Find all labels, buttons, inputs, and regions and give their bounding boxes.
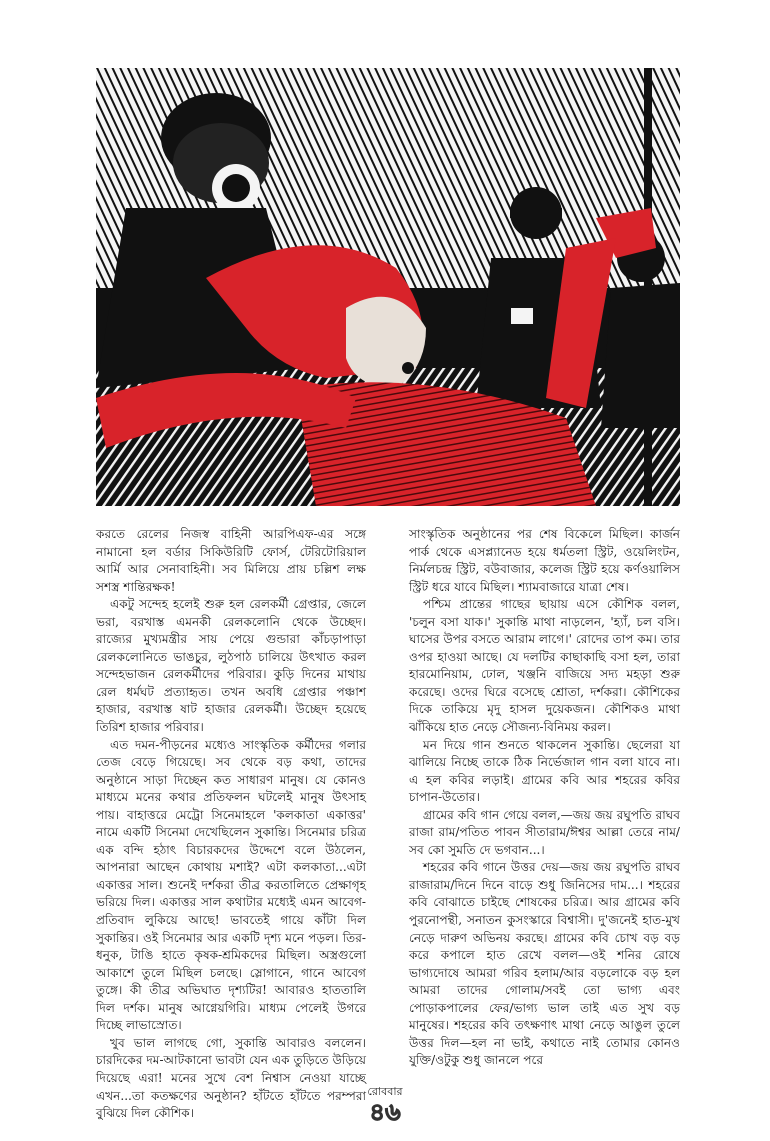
woodcut-protest-scene-image [96, 68, 680, 506]
magazine-name: রোববার [367, 1085, 403, 1098]
paragraph: এত দমন-পীড়নের মধ্যেও সাংস্কৃতিক কর্মীদের গলার তেজ বেড়ে গিয়েছে। সব থেকে বড় কথা, তাদের অনুষ্ঠানে সাড়া দিচ্ছেন কত সাধারণ মানুষ। যে কোনও মাধ্যমে মনের কথার প্রতিফলন ঘটলেই মানুষ উৎসাহ পায়। বাহাত্তরে মেট্রো সিনেমাহলে 'কলকাতা একাত্তর' নামে একটি সিনেমা দেখেছিলেন সুকান্তি। সিনেমার চরিত্র এক বন্দি হঠাৎ বিচারকদের উদ্দেশে বলে উঠলেন, আপনারা আছেন কোথায় মশাই? এটা কলকাতা...এটা একাত্তর সাল। শুনেই দর্শকরা তীব্র করতালিতে প্রেক্ষাগৃহ ভরিয়ে দিল। একাত্তর সাল কথাটার মধ্যেই এমন আবেগ-প্রতিবাদ লুকিয়ে আছে! ভাবতেই গায়ে কাঁটা দিল সুকান্তির। ওই সিনেমার আর একটি দৃশ্য মনে পড়ল। তির-ধনুক, টাঙি হাতে কৃষক-শ্রমিকদের মিছিল। অস্ত্রগুলো আকাশে তুলে মিছিল চলছে। স্লোগানে, গানে আবেগ তুঙ্গে। কী তীব্র অভিঘাত দৃশ্যটির! আবারও হাততালি দিল দর্শক। মানুষ আগ্নেয়গিরি। মাধ্যম পেলেই উগরে দিচ্ছে লাভাস্রোত। [96, 737, 366, 1033]
page-number: ৪৬ [369, 1097, 401, 1126]
paragraph: করতে রেলের নিজস্ব বাহিনী আরপিএফ-এর সঙ্গে নামানো হল বর্ডার সিকিউরিটি ফোর্স, টেরিটোরিয়াল আর্মি আর সেনাবাহিনী। সব মিলিয়ে প্রায় চল্লিশ লক্ষ সশস্ত্র শান্তিরক্ষক! [96, 527, 366, 594]
woodcut-illustration [96, 68, 680, 506]
paragraph: খুব ভাল লাগছে গো, সুকান্তি আবারও বললেন। চারদিকের দম-আটকানো ভাবটা যেন এক তুড়িতে উড়িয়ে দিয়েছে এরা! মনের সুখে বেশ নিশ্বাস নেওয়া যাচ্ছে এখন...তা কতক্ষণের অনুষ্ঠান? হাঁটতে হাঁটতে পরম্পরা বুঝিয়ে দিল কৌশিক। [96, 1035, 366, 1121]
paragraph: পশ্চিম প্রান্তের গাছের ছায়ায় এসে কৌশিক বলল, 'চলুন বসা যাক।' সুকান্তি মাথা নাড়লেন, 'হ্যাঁ, চল বসি। ঘাসের উপর বসতে আরাম লাগে।' রোদের তাপ কম। তার ওপর হাওয়া আছে। যে দলটির কাছাকাছি বসা হল, তারা হারমোনিয়াম, ঢোল, খঞ্জনি বাজিয়ে সদ্য মহড়া শুরু করেছে। ওদের ঘিরে বসেছে শ্রোতা, দর্শকরা। কৌশিকের দিকে তাকিয়ে মৃদু হাসল দুয়েকজন। কৌশিকও মাথা ঝাঁকিয়ে হাত নেড়ে সৌজন্য-বিনিময় করল। [409, 597, 680, 735]
article-left-column [96, 526, 366, 1123]
paragraph: শহরের কবি গানে উত্তর দেয়—জয় জয় রঘুপতি রাঘব রাজারাম/দিনে দিনে বাড়ে শুধু জিনিসের দাম...। শহরের কবি বোঝাতে চাইছে শোষকের চরিত্র। আর গ্রামের কবি পুরনোপন্থী, সনাতন কুসংস্কারে বিশ্বাসী। দু'জনেই হাত-মুখ নেড়ে দারুণ অভিনয় করছে। গ্রামের কবি চোখ বড় বড় করে কপালে হাত রেখে বলল—ওই শনির রোষে ভাগ্যদোষে আমরা গরিব হলাম/আর বড়লোকে বড় হল আমরা তাদের গোলাম/সবই তো ভাগ্য এবং পোড়াকপালের ফের/ভাগ্য ভাল তাই এত সুখ বড় মানুষের। শহরের কবি তৎক্ষণাৎ মাথা নেড়ে আঙুল তুলে উত্তর দিল—হল না ভাই, কথাতে নাই তোমার কোনও যুক্তি/ওটুকু শুধু জানলে পরে [409, 860, 680, 1068]
paragraph: গ্রামের কবি গান গেয়ে বলল,—জয় জয় রঘুপতি রাঘব রাজা রাম/পতিত পাবন সীতারাম/ঈশ্বর আল্লা তেরে নাম/সব কো সুমতি দে ভগবান...। [409, 807, 680, 857]
paragraph: সাংস্কৃতিক অনুষ্ঠানের পর শেষ বিকেলে মিছিল। কার্জন পার্ক থেকে এসপ্ল্যানেড হয়ে ধর্মতলা স্ট্রিট, ওয়েলিংটন, নির্মলচন্দ্র স্ট্রিট, বউবাজার, কলেজ স্ট্রিট হয়ে কর্ণওয়ালিস স্ট্রিট ধরে যাবে মিছিল। শ্যামবাজারে যাত্রা শেষ। [409, 527, 680, 594]
article-right-column [409, 526, 680, 1070]
paragraph: একটু সন্দেহ হলেই শুরু হল রেলকর্মী গ্রেপ্তার, জেলে ভরা, বরখাস্ত এমনকী রেলকলোনি থেকে উচ্ছেদ। রাজ্যের মুখ্যমন্ত্রীর সায় পেয়ে গুন্ডারা কাঁচড়াপাড়া রেলকলোনিতে ভাঙচুর, লুঠপাঠ চালিয়ে উৎখাত করল সন্দেহভাজন রেলকর্মীদের পরিবার। কুড়ি দিনের মাথায় রেল ধর্মঘট প্রত্যাহৃত। তখন অবধি গ্রেপ্তার পঞ্চাশ হাজার, বরখাস্ত ষাট হাজার রেলকর্মী। উচ্ছেদ হয়েছে তিরিশ হাজার পরিবার। [96, 597, 366, 735]
paragraph: মন দিয়ে গান শুনতে থাকলেন সুকান্তি। ছেলেরা যা ঝালিয়ে নিচ্ছে তাকে ঠিক নির্ভেজাল গান বলা যাবে না। এ হল কবির লড়াই। গ্রামের কবি আর শহরের কবির চাপান-উতোর। [409, 737, 680, 805]
